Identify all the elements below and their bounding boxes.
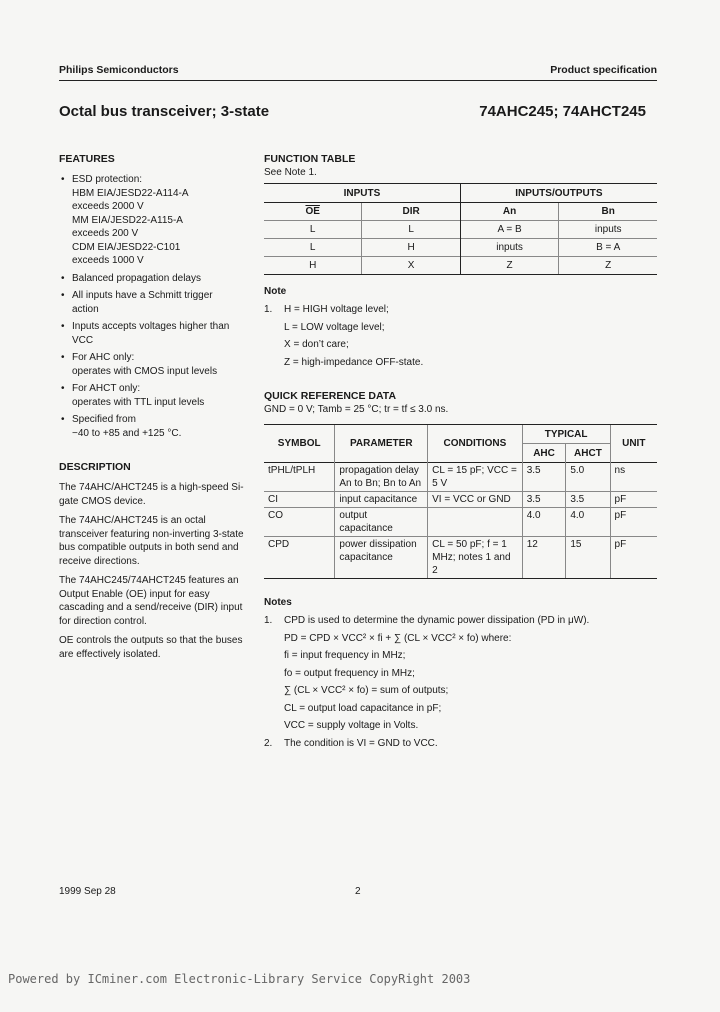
group-inputs-outputs: INPUTS/OUTPUTS [460, 184, 657, 203]
footer-date: 1999 Sep 28 [59, 886, 116, 897]
table-row: CPD power dissipation capacitance CL = 50 pF; f = 1 MHz; notes 1 and 2 12 15 pF [264, 537, 657, 579]
col-an: An [460, 203, 559, 221]
description-paragraph: OE controls the outputs so that the buses are effectively isolated. [59, 635, 243, 660]
quick-reference-conditions: GND = 0 V; Tamb = 25 °C; tr = tf ≤ 3.0 ns. [264, 404, 449, 415]
feature-item: • Balanced propagation delays [59, 272, 249, 286]
quick-reference-table [264, 424, 657, 579]
table-row: tPHL/tPLH propagation delay An to Bn; Bn to An CL = 15 pF; VCC = 5 V 3.5 5.0 ns [264, 463, 657, 492]
col-parameter: PARAMETER [335, 425, 428, 463]
features-list [59, 173, 249, 440]
description-section [59, 461, 245, 667]
col-unit: UNIT [610, 425, 657, 463]
feature-item: • For AHCT only: operates with TTL input levels [59, 382, 249, 409]
note-line: L = LOW voltage level; [284, 321, 385, 333]
page-number: 2 [355, 886, 361, 897]
feature-item: • ESD protection: HBM EIA/JESD22-A114-A exceeds 2000 V MM EIA/JESD22-A115-A exceeds 200 V CDM EIA/JESD22-C101 exceeds 1000 V [59, 173, 249, 268]
document-type: Product specification [550, 64, 657, 76]
function-table [264, 183, 657, 275]
description-heading: DESCRIPTION [59, 461, 131, 473]
function-table-subtitle: See Note 1. [264, 167, 317, 178]
table-row: L L A = B inputs [264, 221, 657, 239]
table-row: CO output capacitance 4.0 4.0 pF [264, 508, 657, 537]
note-item: 1. CPD is used to determine the dynamic power dissipation (PD in μW). PD = CPD × VCC² × fi + ∑ (CL × VCC² × fo) where: fi = input frequency in MHz; fo = output frequency in MHz; ∑ (CL × VCC² × fo) = sum of outputs; CL = output load capacitance in pF; VCC = supply voltage in Volts. [264, 615, 590, 731]
feature-item: • All inputs have a Schmitt trigger action [59, 289, 249, 316]
note-line: H = HIGH voltage level; [284, 304, 389, 315]
feature-item: • For AHC only: operates with CMOS input levels [59, 351, 249, 378]
page-title: Octal bus transceiver; 3-state [59, 103, 270, 120]
watermark: Powered by ICminer.com Electronic-Library Service CopyRight 2003 [8, 972, 471, 986]
description-paragraph: The 74AHC/AHCT245 is a high-speed Si-gate CMOS device. [59, 482, 244, 507]
part-numbers: 74AHC245; 74AHCT245 [479, 103, 646, 120]
features-heading: FEATURES [59, 153, 115, 165]
function-note-heading: Note [264, 286, 287, 297]
notes-heading: Notes [264, 597, 292, 608]
quick-reference-section [264, 390, 657, 579]
function-table-heading: FUNCTION TABLE [264, 153, 356, 165]
group-inputs: INPUTS [264, 184, 460, 203]
col-ahc: AHC [522, 444, 566, 463]
note-number: 1. [264, 304, 273, 315]
col-symbol: SYMBOL [264, 425, 335, 463]
function-note [264, 286, 657, 371]
quick-reference-heading: QUICK REFERENCE DATA [264, 390, 397, 402]
note-item: 2. The condition is VI = GND to VCC. [264, 737, 438, 749]
col-typical: TYPICAL [522, 425, 610, 444]
quick-reference-notes [264, 597, 657, 752]
company-name: Philips Semiconductors [59, 64, 179, 76]
note-line: Z = high-impedance OFF-state. [284, 356, 424, 368]
table-row: CI input capacitance VI = VCC or GND 3.5 3.5 pF [264, 492, 657, 508]
function-table-section [264, 153, 657, 275]
table-row: H X Z Z [264, 257, 657, 275]
header-rule [59, 80, 657, 81]
description-paragraph: The 74AHC245/74AHCT245 features an Output Enable (OE) input for easy cascading and a send/receive (DIR) input for direction control. [59, 575, 243, 627]
feature-item: • Inputs accepts voltages higher than VCC [59, 320, 249, 347]
col-oe: $\overline{OE}$ [305, 206, 320, 217]
note-line: X = don’t care; [284, 339, 349, 350]
description-paragraph: The 74AHC/AHCT245 is an octal transceiver featuring non-inverting 3-state bus compatible outputs in both send and receive directions. [59, 515, 244, 567]
col-conditions: CONDITIONS [428, 425, 523, 463]
table-row: L H inputs B = A [264, 239, 657, 257]
features-section [59, 153, 249, 444]
col-dir: DIR [362, 203, 460, 221]
col-bn: Bn [559, 203, 657, 221]
feature-item: • Specified from −40 to +85 and +125 °C. [59, 413, 249, 440]
col-ahct: AHCT [566, 444, 610, 463]
